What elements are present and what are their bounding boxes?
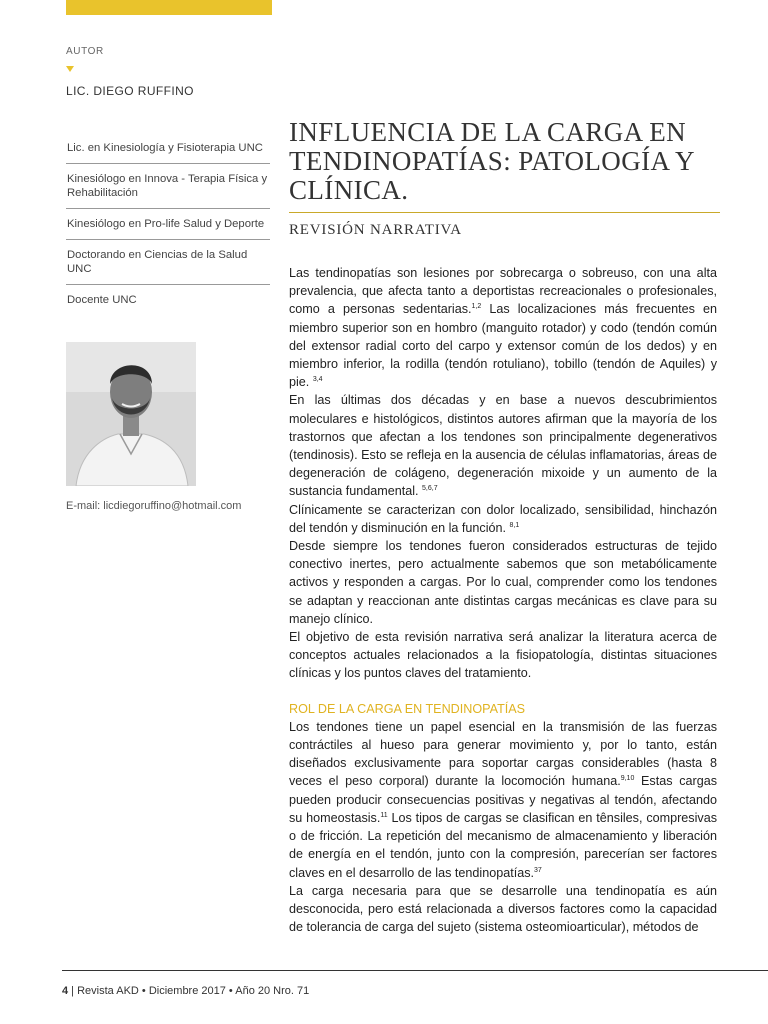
author-portrait-image bbox=[66, 342, 196, 486]
paragraph-text: Clínicamente se caracterizan con dolor localizado, sensibilidad, hinchazón del tendón y disminución en la función. bbox=[289, 502, 717, 535]
affiliation-item: Lic. en Kinesiología y Fisioterapia UNC bbox=[66, 133, 270, 164]
citation: 9,10 bbox=[620, 775, 635, 783]
citation: 3,4 bbox=[312, 376, 323, 384]
paragraph: El objetivo de esta revisión narrativa será analizar la literatura acerca de conceptos actuales relacionados a la fisiopatología, distintas situaciones clínicas y los puntos claves del tratamiento. bbox=[289, 630, 717, 681]
issue-volume: Año 20 Nro. 71 bbox=[235, 985, 310, 997]
paragraph-text: Las tendinopatías son lesiones por sobrecarga o sobreuso, con una alta prevalencia, que afecta tanto a deportistas recreacionales o profesionales, como a personas sedentarias. bbox=[289, 266, 717, 317]
article-body bbox=[289, 264, 717, 936]
paragraph-text: Los tipos de cargas se clasifican en tênsiles, compresivas o de fricción. La repetición del mecanismo de almacenamiento y liberación de energía en el tendón, junto con la compresión, parecerían ser factores claves en el desarrollo de las tendinopatías. bbox=[289, 810, 718, 880]
page-number: 4 bbox=[62, 985, 69, 997]
section-heading: ROL DE LA CARGA EN TENDINOPATÍAS bbox=[289, 701, 526, 716]
citation: 8,1 bbox=[509, 521, 520, 529]
author-label: AUTOR bbox=[66, 46, 104, 57]
author-name: LIC. DIEGO RUFFINO bbox=[66, 84, 194, 98]
affiliation-list bbox=[66, 133, 270, 315]
affiliation-item: Kinesiólogo en Pro-life Salud y Deporte bbox=[66, 209, 270, 240]
journal-name: Revista AKD bbox=[77, 985, 139, 997]
author-email: E-mail: licdiegoruffino@hotmail.com bbox=[66, 500, 242, 512]
article-title: INFLUENCIA DE LA CARGA EN TENDINOPATÍAS: PATOLOGÍA Y CLÍNICA. bbox=[289, 117, 694, 205]
citation: 1,2 bbox=[471, 303, 482, 311]
paragraph-text: En las últimas dos décadas y en base a nuevos descubrimientos moleculares e histológicos, distintos autores afirman que la mayoría de los trastornos que afectan a los tendones son principalmente degenerativos (tendinosis). Esto se refleja en la ausencia de células inflamatorias, áreas de degeneración de colágeno, degeneración mixoide y un aumento de la sustancia fundamental. bbox=[289, 393, 717, 499]
triangle-down-icon bbox=[66, 66, 74, 72]
footer-divider bbox=[62, 970, 768, 971]
affiliation-item: Doctorando en Ciencias de la Salud UNC bbox=[66, 240, 270, 285]
paragraph-text: Los tendones tiene un papel esencial en la transmisión de las fuerzas contráctiles al hueso para generar movimiento y, por lo tanto, están diseñados exclusivamente para soportar cargas considerables (hasta 8 veces el peso corporal) durante la locomoción humana. bbox=[289, 719, 717, 789]
paragraph bbox=[289, 718, 717, 882]
citation: 5,6,7 bbox=[422, 485, 438, 493]
issue-date: Diciembre 2017 bbox=[148, 985, 226, 997]
paragraph-text: Las localizaciones más frecuentes en miembro superior son en hombro (manguito rotador) y codo (tendón común del extensor radial corto del carpo y extensor común de los dedos) y en miembro inferior, la rodilla (tendón rotuliano), tobillo (tendón de Aquiles) y pie. bbox=[289, 302, 718, 390]
paragraph bbox=[289, 264, 717, 391]
paragraph: Desde siempre los tendones fueron considerados estructuras de tejido conectivo inertes, pero actualmente sabemos que son metabólicamente activos y responden a cargas. Por lo cual, comprender como los tendones se adaptan y reaccionan ante distintas cargas mecánicas es clave para su manejo clínico. bbox=[289, 539, 717, 626]
title-divider bbox=[289, 212, 720, 213]
top-accent-bar bbox=[66, 0, 272, 15]
citation: 11 bbox=[380, 811, 388, 819]
paragraph-text: Estas cargas pueden producir consecuencias positivas y negativas al tendón, afectando su homeostasis. bbox=[289, 774, 718, 825]
article-subtitle: REVISIÓN NARRATIVA bbox=[289, 222, 462, 238]
author-photo bbox=[66, 342, 196, 486]
paragraph bbox=[289, 391, 717, 500]
paragraph: La carga necesaria para que se desarrolle una tendinopatía es aún desconocida, pero está relacionada a diversos factores como la capacidad de tolerancia de carga del sujeto (sistema osteomioarticular), métodos de bbox=[289, 883, 717, 935]
paragraph bbox=[289, 501, 717, 537]
page-footer: 4 | Revista AKD • Diciembre 2017 • Año 20 Nro. 71 bbox=[62, 985, 310, 997]
citation: 37 bbox=[534, 866, 542, 874]
affiliation-item: Docente UNC bbox=[67, 294, 137, 306]
affiliation-item: Kinesiólogo en Innova - Terapia Física y Rehabilitación bbox=[66, 164, 270, 209]
